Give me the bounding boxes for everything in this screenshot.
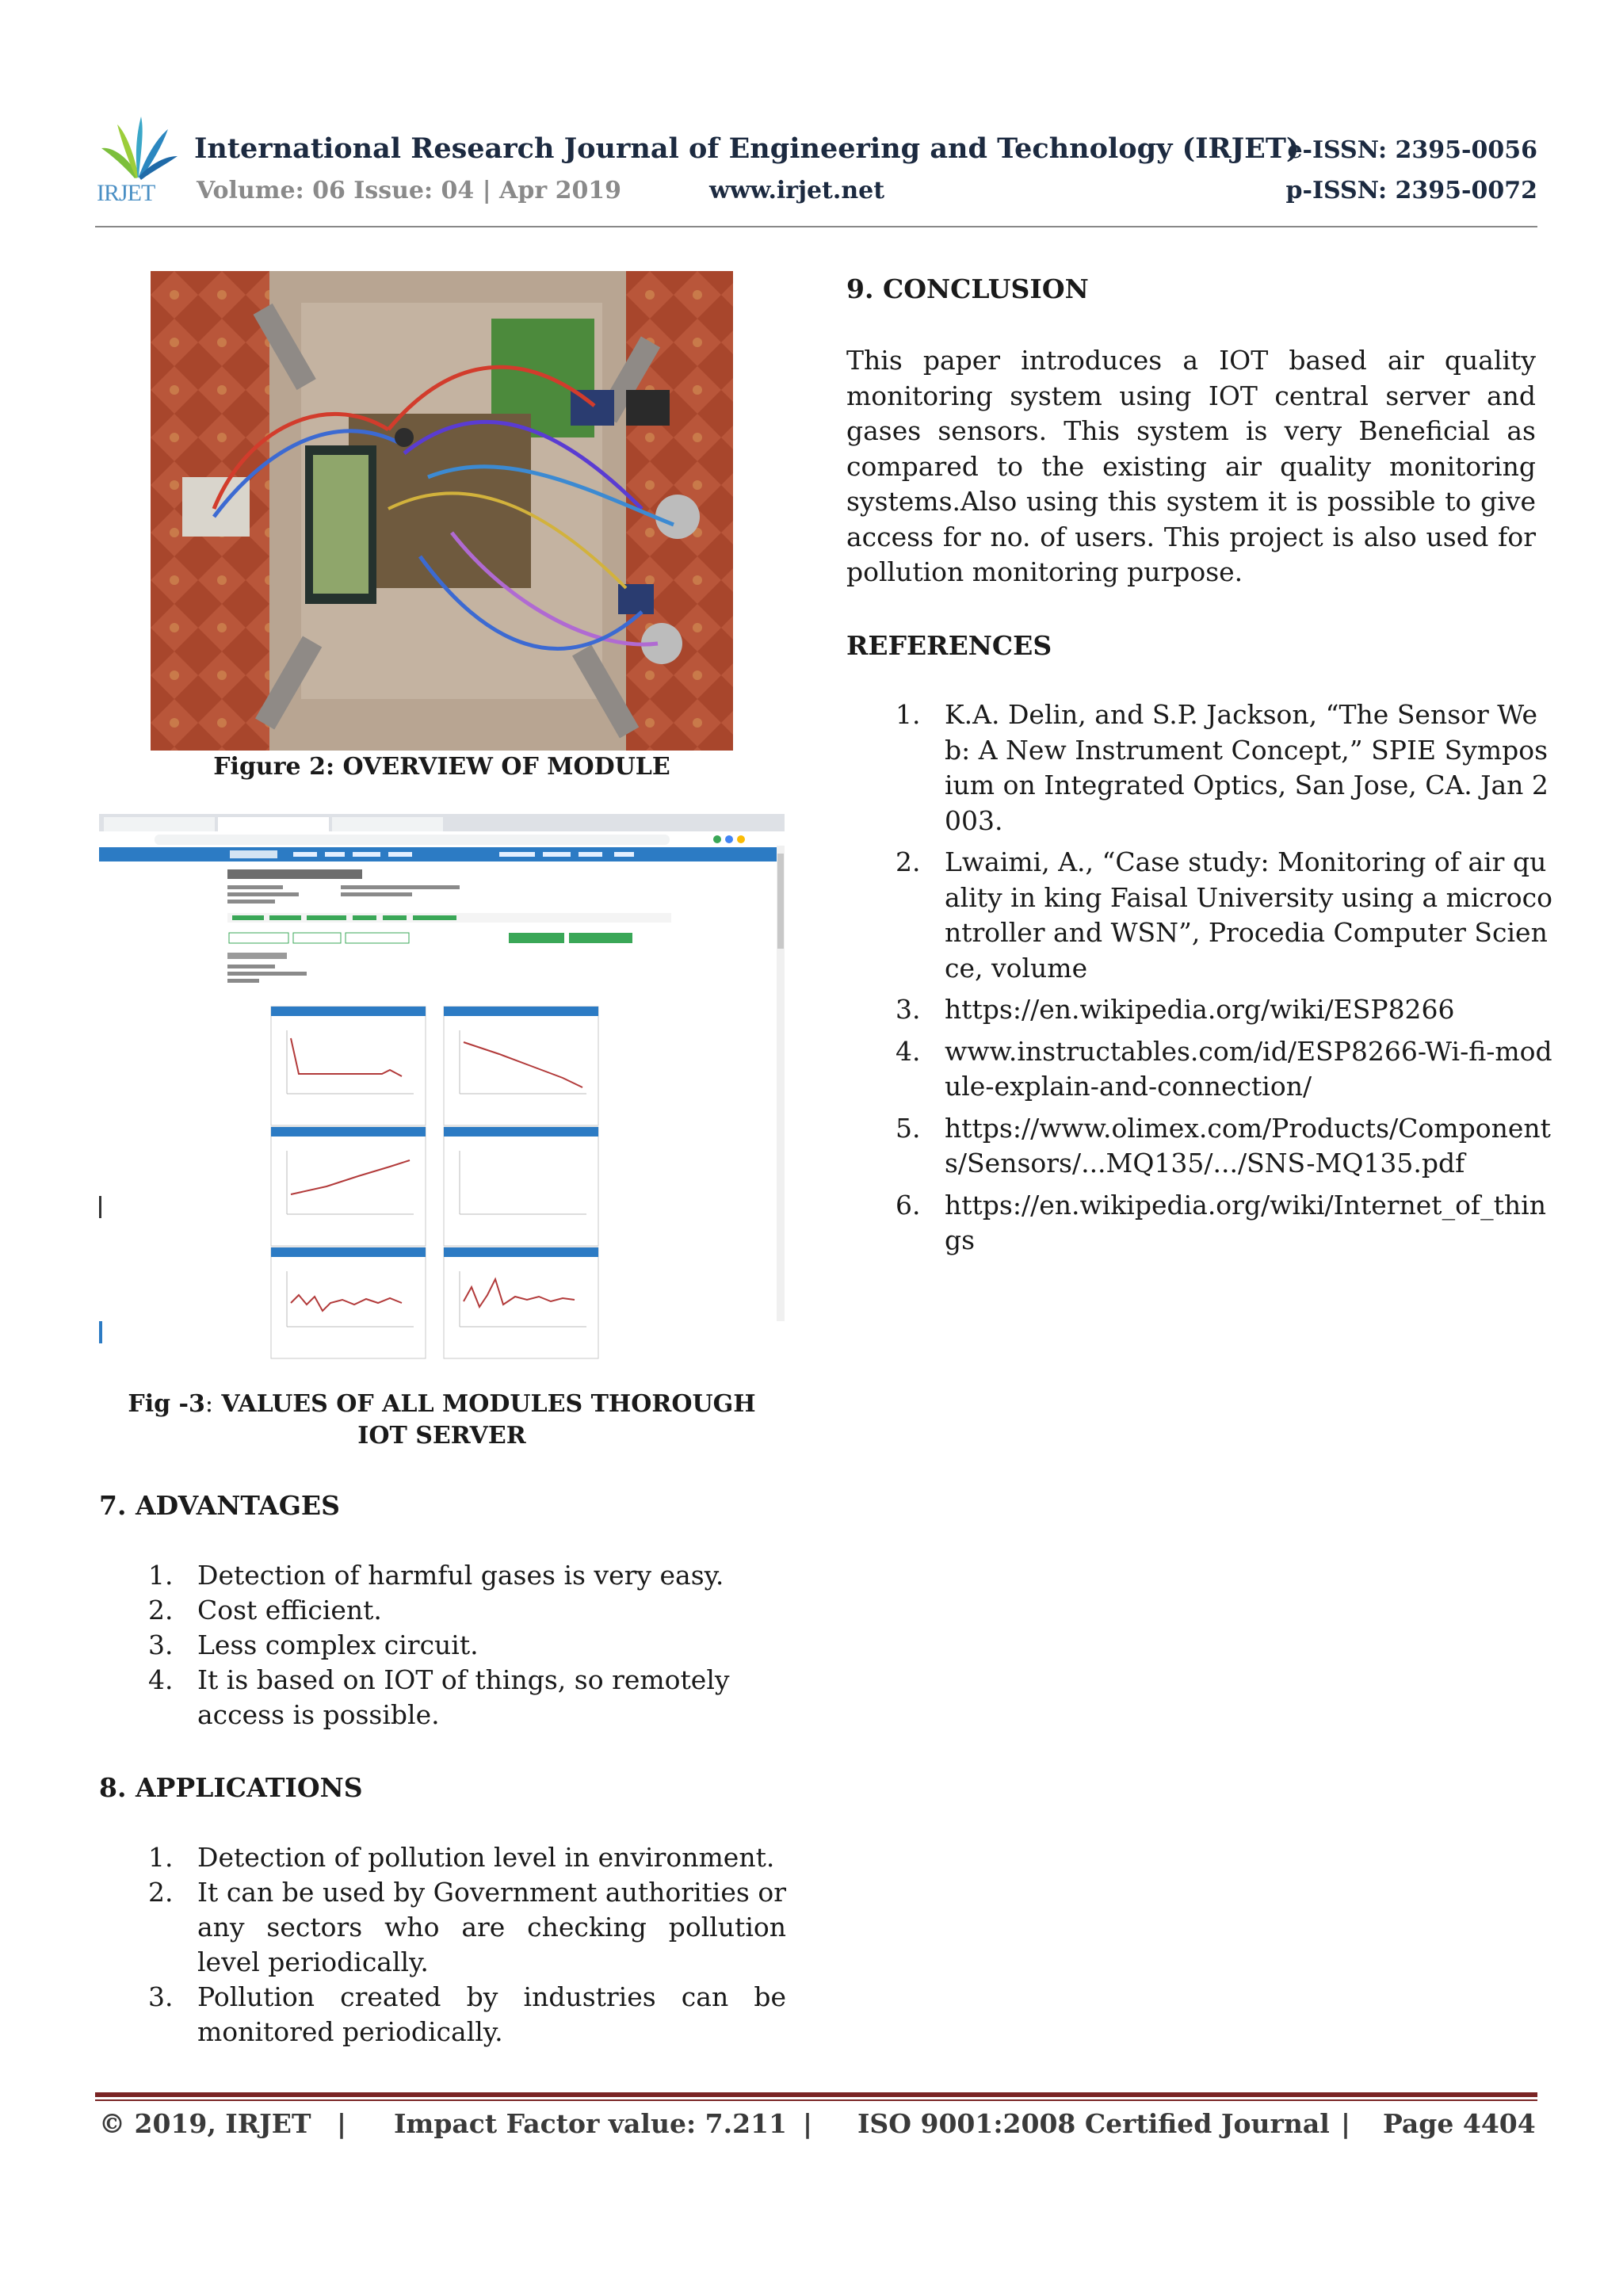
reference-item: 4. www.instructables.com/id/ESP8266-Wi-fi-module-explain-and-connection/ <box>896 1035 1552 1102</box>
module-photo-illustration <box>151 271 733 751</box>
conclusion-heading: 9. CONCLUSION <box>846 273 1089 304</box>
reference-item: 1. K.A. Delin, and S.P. Jackson, “The Sensor Web: A New Instrument Concept,” SPIE Symposium on Integrated Optics, San Jose, CA. Jan 2003. <box>896 699 1549 836</box>
advantages-list <box>148 1558 786 1733</box>
references-heading: REFERENCES <box>846 630 1052 661</box>
reference-link[interactable]: https://en.wikipedia.org/wiki/Internet_of_things <box>945 1189 1546 1255</box>
header-divider <box>95 226 1537 227</box>
e-issn: e-ISSN: 2395-0056 <box>1287 136 1537 164</box>
footer-separator: | <box>803 2108 813 2139</box>
applications-list <box>148 1840 786 2050</box>
footer-impact-factor: Impact Factor value: 7.211 <box>394 2108 787 2139</box>
conclusion-paragraph: This paper introduces a IOT based air quality monitoring system using IOT central server and gases sensors. This system is very Beneficial as compared to the existing air quality monitoring systems.Also using this system it is possible to give access for no. of users. This project is also used for pollution monitoring purpose. <box>846 345 1536 587</box>
list-item: 1. Detection of pollution level in environment. <box>148 1842 775 1873</box>
module-overview-photo <box>151 271 733 751</box>
reference-item: 5. https://www.olimex.com/Products/Components/Sensors/...MQ135/.../SNS-MQ135.pdf <box>896 1112 1551 1179</box>
list-item: 4. It is based on IOT of things, so remotely access is possible. <box>148 1664 730 1730</box>
reference-item: 6. https://en.wikipedia.org/wiki/Internet_of_things <box>896 1189 1546 1255</box>
reference-link[interactable]: https://en.wikipedia.org/wiki/ESP8266 <box>945 994 1455 1025</box>
list-item: 3. Less complex circuit. <box>148 1629 479 1660</box>
journal-website-link[interactable]: www.irjet.net <box>709 177 885 204</box>
volume-issue: Volume: 06 Issue: 04 | Apr 2019 <box>197 177 622 204</box>
thingspeak-screenshot <box>99 814 785 1359</box>
journal-title: International Research Journal of Engineering and Technology (IRJET) <box>194 132 1300 165</box>
footer-rule-thin <box>95 2099 1537 2101</box>
logo-text: IRJET <box>97 180 155 206</box>
list-item: 1. Detection of harmful gases is very easy. <box>148 1560 724 1591</box>
reference-link[interactable]: https://www.olimex.com/Products/Components/Sensors/...MQ135/.../SNS-MQ135.pdf <box>945 1112 1551 1179</box>
applications-heading: 8. APPLICATIONS <box>99 1772 363 1803</box>
reference-link[interactable]: www.instructables.com/id/ESP8266-Wi-fi-module-explain-and-connection/ <box>945 1035 1552 1102</box>
footer-separator: | <box>1341 2108 1351 2139</box>
figure-3-label: Fig -3 <box>128 1390 205 1418</box>
footer-page-number: Page 4404 <box>1383 2108 1536 2139</box>
reference-item: 3. https://en.wikipedia.org/wiki/ESP8266 <box>896 994 1455 1025</box>
references-list <box>896 697 1553 1265</box>
advantages-heading: 7. ADVANTAGES <box>99 1490 340 1521</box>
figure-3-caption-text: VALUES OF ALL MODULES THOROUGH IOT SERVER <box>221 1390 756 1450</box>
footer-rule-thick <box>95 2092 1537 2097</box>
list-item: 2. Cost efficient. <box>148 1595 382 1626</box>
list-item: 2. It can be used by Government authorities or any sectors who are checking pollution level periodically. <box>148 1877 786 1977</box>
p-issn: p-ISSN: 2395-0072 <box>1285 177 1537 204</box>
footer-copyright: © 2019, IRJET <box>99 2108 311 2139</box>
figure-2-caption: Figure 2: OVERVIEW OF MODULE <box>213 753 670 781</box>
thingspeak-illustration <box>99 814 785 1359</box>
list-item: 3. Pollution created by industries can be monitored periodically. <box>148 1981 786 2047</box>
footer-separator: | <box>337 2108 347 2139</box>
page-header <box>95 115 1537 234</box>
figure-3-colon: : <box>204 1390 213 1418</box>
footer-iso: ISO 9001:2008 Certified Journal <box>857 2108 1330 2139</box>
reference-item: 2. Lwaimi, A., “Case study: Monitoring of air quality in king Faisal University using a microcontroller and WSN”, Procedia Computer Science, volume <box>896 846 1552 984</box>
figure-3-caption <box>103 1389 781 1452</box>
